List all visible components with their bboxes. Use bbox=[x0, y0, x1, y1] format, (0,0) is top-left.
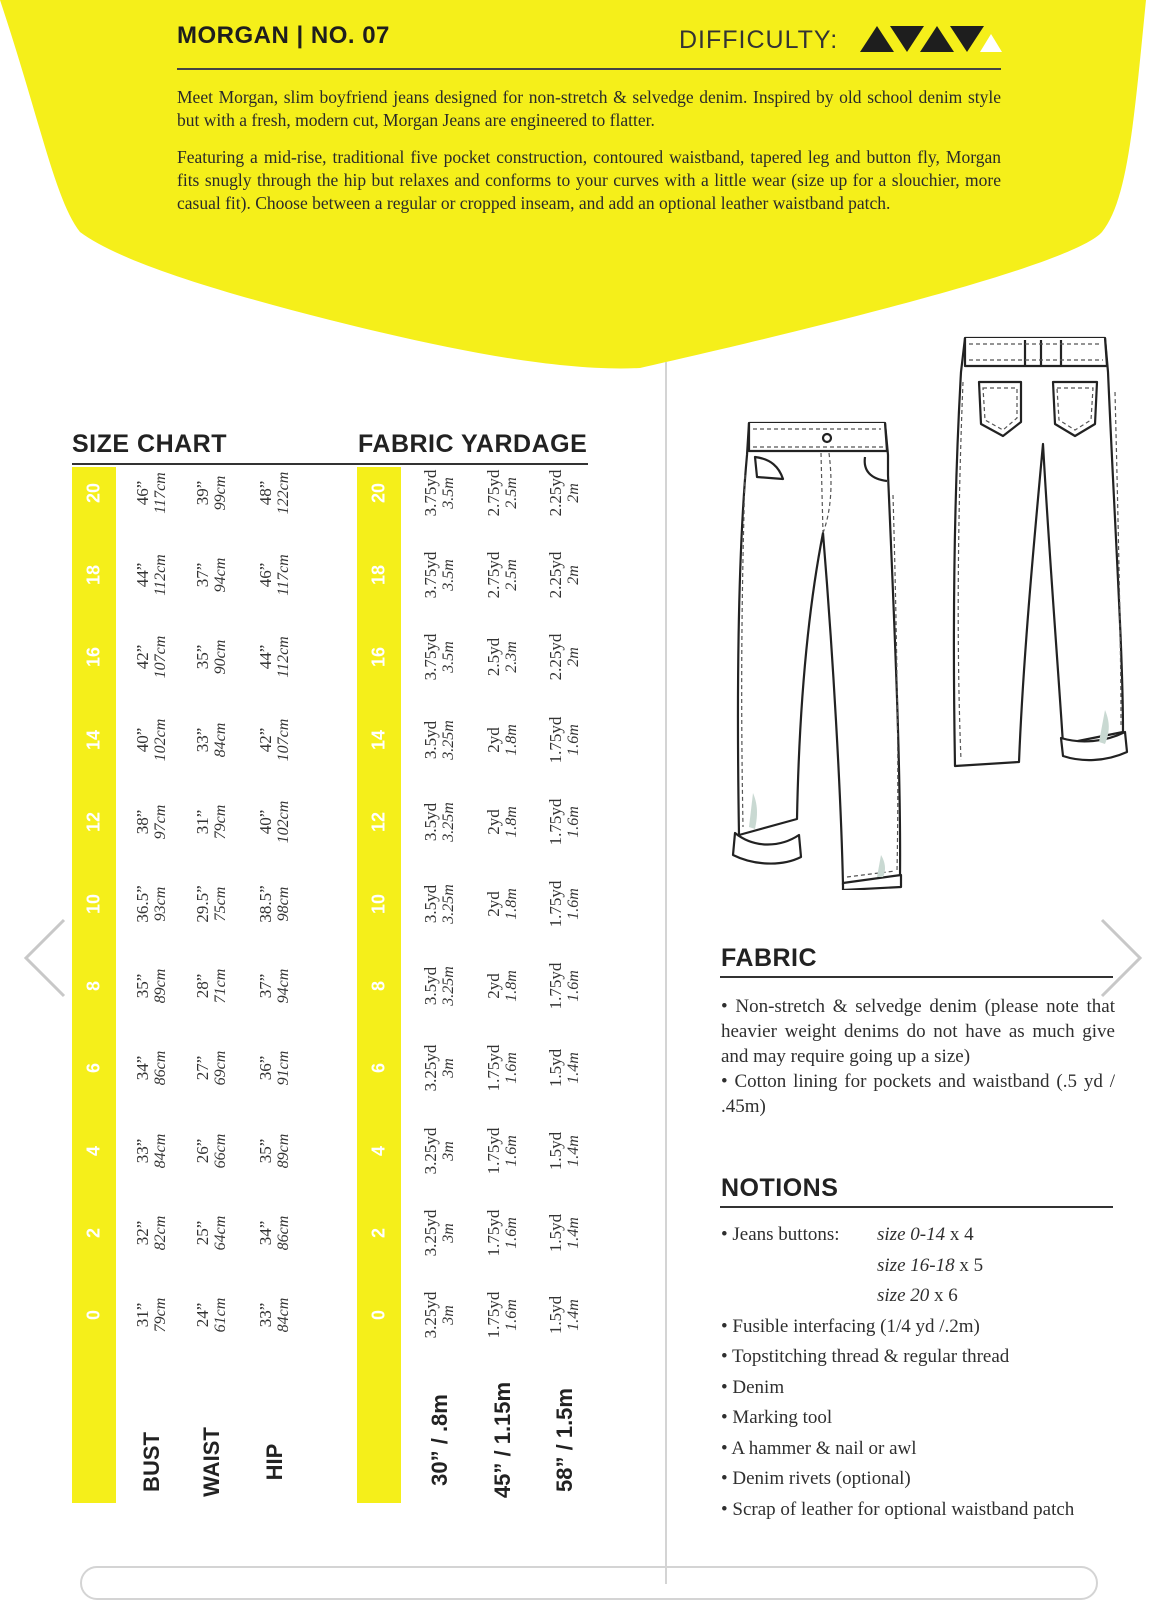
size-label: 8 bbox=[83, 981, 104, 992]
cell-primary: 2yd bbox=[484, 726, 503, 753]
table-cell bbox=[485, 552, 521, 599]
button-size: size 16-18 bbox=[877, 1254, 955, 1276]
size-label: 12 bbox=[83, 811, 104, 832]
cell-secondary: 84cm bbox=[212, 722, 229, 757]
table-cell bbox=[134, 472, 170, 513]
table-cell bbox=[485, 470, 521, 517]
size-label: 10 bbox=[83, 893, 104, 915]
row-label: BUST bbox=[139, 1432, 164, 1492]
notion-item: • Scrap of leather for optional waistband patch bbox=[721, 1498, 1075, 1520]
cell-secondary: 1.8m bbox=[503, 806, 520, 838]
notions-list bbox=[721, 1220, 1141, 1525]
notion-buttons-row bbox=[721, 1281, 1141, 1312]
table-cell bbox=[257, 800, 293, 843]
cell-secondary: 79cm bbox=[212, 804, 229, 840]
size-label: 18 bbox=[368, 565, 389, 586]
intro-paragraph-2: Featuring a mid-rise, traditional five pocket construction, contoured waistband, tapered leg and button fly, Morgan fits snugly through the hip but relaxes and conforms to your curves with a little wear (size up for a slouchier, more casual fit). Choose between a regular or cropped inseam, and add an optional leather waistband patch. bbox=[177, 147, 1001, 213]
table-cell bbox=[422, 1127, 458, 1174]
table-cell bbox=[547, 1296, 583, 1334]
cell-primary: 2.25yd bbox=[546, 551, 565, 599]
cell-secondary: 93cm bbox=[152, 886, 169, 922]
cell-primary: 2.75yd bbox=[484, 469, 503, 517]
cell-primary: 1.75yd bbox=[546, 716, 565, 763]
table-cell bbox=[547, 634, 583, 681]
fabric-yardage-title: FABRIC YARDAGE bbox=[358, 430, 588, 458]
cell-secondary: 98cm bbox=[275, 886, 292, 922]
table-cell bbox=[485, 1292, 521, 1339]
cell-primary: 38.5” bbox=[256, 885, 275, 923]
cell-primary: 46” bbox=[256, 562, 275, 588]
cell-primary: 1.75yd bbox=[484, 1209, 503, 1257]
table-cell bbox=[194, 804, 230, 839]
cell-primary: 36.5” bbox=[133, 885, 152, 923]
table-cell bbox=[422, 884, 458, 924]
table-cell bbox=[547, 881, 583, 928]
cell-primary: 3.25yd bbox=[421, 1209, 440, 1257]
cell-secondary: 112cm bbox=[152, 554, 169, 596]
cell-secondary: 79cm bbox=[152, 1297, 169, 1333]
cell-primary: 37” bbox=[193, 562, 212, 588]
table-cell bbox=[194, 1215, 230, 1250]
next-arrow-icon[interactable] bbox=[1098, 916, 1146, 1000]
cell-primary: 1.5yd bbox=[546, 1131, 565, 1170]
cell-secondary: 1.8m bbox=[503, 723, 520, 756]
cell-secondary: 94cm bbox=[275, 968, 292, 1004]
button-qty: x 6 bbox=[934, 1285, 958, 1306]
table-cell bbox=[257, 554, 293, 595]
cell-secondary: 1.6m bbox=[565, 806, 582, 838]
cell-primary: 35” bbox=[256, 1138, 275, 1163]
fabric-list bbox=[721, 994, 1115, 1119]
cell-primary: 3.5yd bbox=[421, 884, 440, 924]
cell-secondary: 1.8m bbox=[503, 970, 520, 1002]
cell-primary: 2.25yd bbox=[546, 469, 565, 517]
cell-secondary: 94cm bbox=[212, 557, 229, 593]
cell-secondary: 86cm bbox=[275, 1215, 292, 1251]
table-cell bbox=[134, 1133, 170, 1168]
cell-primary: 31” bbox=[133, 1302, 152, 1328]
table-cell bbox=[194, 969, 230, 1004]
cell-primary: 2.5yd bbox=[484, 638, 503, 677]
cell-secondary: 1.4m bbox=[565, 1052, 582, 1085]
table-cell bbox=[134, 969, 170, 1004]
button-size: size 0-14 bbox=[877, 1224, 946, 1245]
table-cell bbox=[547, 1131, 583, 1169]
cell-secondary: 1.6m bbox=[565, 970, 582, 1002]
cell-secondary: 64cm bbox=[212, 1215, 229, 1251]
cell-primary: 24” bbox=[193, 1302, 212, 1328]
table-cell bbox=[257, 1051, 293, 1086]
size-label: 6 bbox=[83, 1063, 104, 1074]
table-cell bbox=[547, 1049, 583, 1087]
button-size: size 20 bbox=[877, 1285, 930, 1306]
size-label: 18 bbox=[83, 565, 104, 586]
cell-primary: 39” bbox=[193, 480, 212, 506]
fabric-item: • Cotton lining for pockets and waistband (.5 yd / .45m) bbox=[721, 1071, 1115, 1117]
cell-secondary: 1.8m bbox=[503, 888, 520, 920]
table-cell bbox=[422, 802, 458, 842]
table-cell bbox=[485, 970, 521, 1002]
size-label: 20 bbox=[368, 482, 389, 504]
notion-item: • Denim bbox=[721, 1376, 785, 1398]
row-label: WAIST bbox=[199, 1427, 224, 1497]
cell-primary: 1.5yd bbox=[546, 1213, 565, 1252]
fabric-item: • Non-stretch & selvedge denim (please note that heavier weight denims do not have as much give and may require going up a size) bbox=[721, 996, 1115, 1067]
cell-primary: 1.75yd bbox=[546, 962, 565, 1010]
cell-primary: 3.75yd bbox=[421, 634, 440, 681]
cell-primary: 1.75yd bbox=[546, 880, 565, 928]
table-cell bbox=[257, 718, 293, 761]
cell-secondary: 89cm bbox=[152, 968, 169, 1004]
table-cell bbox=[134, 1215, 170, 1250]
notions-title: NOTIONS bbox=[721, 1174, 839, 1202]
table-cell bbox=[257, 472, 293, 515]
size-label: 6 bbox=[368, 1063, 389, 1074]
table-cell bbox=[485, 724, 521, 756]
table-cell bbox=[257, 969, 293, 1004]
cell-primary: 1.5yd bbox=[546, 1049, 565, 1088]
table-cell bbox=[134, 804, 170, 839]
cell-secondary: 2.5m bbox=[503, 477, 520, 509]
cell-primary: 3.75yd bbox=[421, 469, 440, 517]
cell-secondary: 3m bbox=[440, 1140, 457, 1161]
notion-item: • Fusible interfacing (1/4 yd /.2m) bbox=[721, 1315, 980, 1337]
size-label: 16 bbox=[368, 647, 389, 668]
cell-secondary: 1.6m bbox=[503, 1134, 520, 1167]
cell-primary: 2yd bbox=[484, 891, 503, 917]
size-label: 8 bbox=[368, 981, 389, 992]
cell-secondary: 82cm bbox=[152, 1215, 169, 1251]
table-cell bbox=[485, 1045, 521, 1092]
cell-secondary: 1.6m bbox=[565, 888, 582, 920]
cell-primary: 34” bbox=[256, 1220, 275, 1246]
table-cell bbox=[422, 634, 458, 681]
size-label: 2 bbox=[368, 1227, 389, 1238]
cell-primary: 2.75yd bbox=[484, 551, 503, 599]
table-cell bbox=[547, 716, 583, 763]
cell-secondary: 75cm bbox=[212, 886, 229, 922]
jeans-back-illustration bbox=[945, 332, 1135, 772]
table-cell bbox=[422, 720, 458, 760]
cell-primary: 2yd bbox=[484, 809, 503, 835]
cell-secondary: 112cm bbox=[275, 636, 292, 679]
cell-primary: 26” bbox=[193, 1138, 212, 1163]
cell-secondary: 3.5m bbox=[440, 641, 457, 674]
cell-primary: 3.25yd bbox=[421, 1291, 440, 1339]
cell-primary: 3.25yd bbox=[421, 1045, 440, 1092]
cell-secondary: 84cm bbox=[152, 1133, 169, 1168]
cell-secondary: 1.4m bbox=[565, 1217, 582, 1249]
cell-primary: 1.5yd bbox=[546, 1295, 565, 1335]
buttons-label: • Jeans buttons: bbox=[721, 1224, 840, 1245]
table-cell bbox=[547, 470, 583, 517]
table-cell bbox=[194, 1298, 230, 1333]
table-cell bbox=[134, 1298, 170, 1333]
row-label: 45” / 1.15m bbox=[490, 1381, 515, 1499]
center-divider bbox=[665, 362, 667, 1584]
intro-paragraph-1: Meet Morgan, slim boyfriend jeans designed for non-stretch & selvedge denim. Inspired by old school denim style but with a fresh, modern cut, Morgan Jeans are engineered to flatter. bbox=[177, 87, 1001, 130]
cell-secondary: 84cm bbox=[275, 1297, 292, 1333]
cell-primary: 3.5yd bbox=[421, 802, 440, 841]
size-label: 0 bbox=[83, 1309, 104, 1321]
cell-secondary: 3.25m bbox=[440, 884, 457, 924]
table-cell bbox=[194, 1051, 230, 1086]
table-cell bbox=[257, 1133, 293, 1168]
cell-primary: 38” bbox=[133, 809, 152, 835]
cell-secondary: 1.4m bbox=[565, 1134, 582, 1167]
cell-primary: 29.5” bbox=[193, 885, 212, 923]
table-cell bbox=[422, 1209, 458, 1256]
cell-primary: 1.75yd bbox=[546, 798, 565, 846]
cell-secondary: 107cm bbox=[275, 718, 292, 761]
cell-primary: 2.25yd bbox=[546, 634, 565, 681]
cell-secondary: 3.25m bbox=[440, 802, 457, 842]
row-label: 58” / 1.5m bbox=[552, 1388, 577, 1492]
cell-secondary: 1.4m bbox=[565, 1299, 582, 1331]
table-cell bbox=[257, 1215, 293, 1250]
fabric-title: FABRIC bbox=[721, 944, 818, 972]
tables-rule bbox=[72, 463, 588, 465]
header-rule bbox=[177, 68, 1001, 70]
cell-secondary: 3.5m bbox=[440, 477, 457, 509]
size-label: 4 bbox=[83, 1145, 104, 1156]
table-cell bbox=[485, 1209, 521, 1256]
table-cell bbox=[194, 722, 230, 757]
fabric-rule bbox=[720, 976, 1113, 978]
cell-secondary: 117cm bbox=[152, 472, 169, 514]
size-label: 0 bbox=[368, 1309, 389, 1321]
cell-primary: 31” bbox=[193, 809, 212, 835]
cell-secondary: 2.5m bbox=[503, 559, 520, 591]
cell-primary: 33” bbox=[193, 727, 212, 752]
cell-secondary: 3.5m bbox=[440, 559, 457, 591]
cell-primary: 34” bbox=[133, 1056, 152, 1081]
table-cell bbox=[134, 885, 170, 922]
table-cell bbox=[422, 1045, 458, 1092]
notion-item: • Marking tool bbox=[721, 1407, 833, 1428]
table-cell bbox=[422, 470, 458, 517]
notion-buttons-row bbox=[721, 1251, 1141, 1282]
table-cell bbox=[485, 638, 521, 676]
table-cell bbox=[134, 1051, 170, 1086]
cell-primary: 32” bbox=[133, 1220, 152, 1246]
row-label: 30” / .8m bbox=[427, 1394, 452, 1486]
cell-secondary: 3m bbox=[440, 1305, 457, 1325]
table-cell bbox=[547, 1214, 583, 1252]
table-cell bbox=[547, 963, 583, 1010]
table-cell bbox=[134, 554, 170, 595]
bottom-card-edge bbox=[80, 1566, 1098, 1600]
cell-primary: 1.75yd bbox=[484, 1045, 503, 1092]
table-cell bbox=[257, 885, 293, 922]
notions-rule bbox=[720, 1206, 1113, 1208]
cell-secondary: 102cm bbox=[152, 718, 169, 761]
table-cell bbox=[422, 552, 458, 599]
cell-secondary: 69cm bbox=[212, 1051, 229, 1086]
size-label: 12 bbox=[368, 811, 389, 832]
cell-primary: 48” bbox=[256, 480, 275, 506]
cell-secondary: 3m bbox=[440, 1223, 457, 1243]
cell-secondary: 122cm bbox=[275, 471, 292, 515]
size-label: 4 bbox=[368, 1145, 389, 1156]
cell-primary: 25” bbox=[193, 1220, 212, 1246]
cell-secondary: 66cm bbox=[212, 1133, 229, 1168]
cell-primary: 3.75yd bbox=[421, 551, 440, 599]
cell-secondary: 2.3m bbox=[503, 641, 520, 674]
notion-buttons-row bbox=[721, 1220, 1141, 1251]
table-cell bbox=[485, 888, 521, 920]
cell-primary: 33” bbox=[256, 1302, 275, 1328]
size-label: 10 bbox=[368, 893, 389, 915]
cell-secondary: 89cm bbox=[275, 1133, 292, 1168]
table-cell bbox=[134, 636, 170, 679]
cell-primary: 46” bbox=[133, 480, 152, 506]
cell-primary: 40” bbox=[256, 809, 275, 835]
row-label: HIP bbox=[262, 1443, 287, 1481]
notion-item: • Topstitching thread & regular thread bbox=[721, 1346, 1010, 1367]
table-cell bbox=[257, 1298, 293, 1333]
table-cell bbox=[485, 1127, 521, 1174]
table-cell bbox=[485, 806, 521, 838]
cell-secondary: 71cm bbox=[212, 968, 229, 1004]
size-chart-title: SIZE CHART bbox=[72, 430, 227, 458]
size-label: 14 bbox=[83, 729, 104, 750]
size-label: 20 bbox=[83, 482, 104, 504]
table-cell bbox=[422, 1292, 458, 1339]
cell-secondary: 1.6m bbox=[503, 1299, 520, 1331]
cell-secondary: 90cm bbox=[212, 640, 229, 675]
cell-primary: 3.25yd bbox=[421, 1127, 440, 1174]
cell-primary: 2yd bbox=[484, 973, 503, 999]
cell-secondary: 99cm bbox=[212, 475, 229, 511]
cell-primary: 44” bbox=[256, 645, 275, 670]
cell-secondary: 102cm bbox=[275, 800, 292, 844]
table-cell bbox=[257, 637, 293, 678]
cell-secondary: 2m bbox=[565, 565, 582, 585]
cell-primary: 35” bbox=[193, 645, 212, 670]
cell-primary: 44” bbox=[133, 562, 152, 588]
cell-primary: 3.5yd bbox=[421, 720, 440, 759]
table-cell bbox=[422, 966, 458, 1006]
cell-primary: 27” bbox=[193, 1056, 212, 1081]
cell-secondary: 3.25m bbox=[440, 966, 457, 1006]
button-qty: x 4 bbox=[949, 1224, 974, 1245]
cell-primary: 42” bbox=[256, 727, 275, 752]
cell-primary: 36” bbox=[256, 1056, 275, 1081]
size-label: 16 bbox=[83, 647, 104, 668]
cell-secondary: 91cm bbox=[275, 1051, 292, 1086]
cell-primary: 1.75yd bbox=[484, 1291, 503, 1339]
cell-secondary: 1.6m bbox=[565, 723, 582, 756]
difficulty-rating-icon bbox=[860, 24, 1002, 54]
cell-secondary: 1.6m bbox=[503, 1217, 520, 1249]
notion-item: • A hammer & nail or awl bbox=[721, 1437, 917, 1459]
previous-arrow-icon[interactable] bbox=[20, 916, 68, 1000]
cell-secondary: 3.25m bbox=[440, 719, 457, 760]
table-cell bbox=[194, 476, 230, 511]
size-label: 2 bbox=[83, 1227, 104, 1238]
table-cell bbox=[194, 640, 230, 675]
cell-primary: 37” bbox=[256, 973, 275, 999]
cell-primary: 35” bbox=[133, 973, 152, 999]
cell-secondary: 1.6m bbox=[503, 1052, 520, 1085]
cell-secondary: 117cm bbox=[275, 554, 292, 596]
jeans-front-illustration bbox=[725, 415, 915, 890]
pattern-title: MORGAN | NO. 07 bbox=[177, 22, 390, 49]
table-cell bbox=[194, 558, 230, 593]
table-cell bbox=[194, 885, 230, 922]
cell-primary: 40” bbox=[133, 727, 152, 752]
cell-secondary: 2m bbox=[565, 483, 582, 503]
cell-secondary: 3m bbox=[440, 1058, 457, 1079]
table-cell bbox=[547, 552, 583, 599]
size-label: 14 bbox=[368, 729, 389, 750]
difficulty-label: DIFFICULTY: bbox=[679, 26, 839, 54]
cell-secondary: 2m bbox=[565, 647, 582, 668]
cell-primary: 33” bbox=[133, 1138, 152, 1163]
table-cell bbox=[134, 718, 170, 761]
cell-primary: 3.5yd bbox=[421, 967, 440, 1006]
cell-secondary: 86cm bbox=[152, 1051, 169, 1086]
table-cell bbox=[194, 1133, 230, 1168]
button-qty: x 5 bbox=[959, 1254, 984, 1276]
notion-item: • Denim rivets (optional) bbox=[721, 1468, 911, 1489]
cell-primary: 1.75yd bbox=[484, 1127, 503, 1174]
cell-primary: 42” bbox=[133, 645, 152, 670]
cell-secondary: 97cm bbox=[152, 804, 169, 840]
cell-secondary: 107cm bbox=[152, 636, 169, 679]
cell-primary: 28” bbox=[193, 973, 212, 999]
table-cell bbox=[547, 798, 583, 845]
cell-secondary: 61cm bbox=[212, 1297, 229, 1333]
